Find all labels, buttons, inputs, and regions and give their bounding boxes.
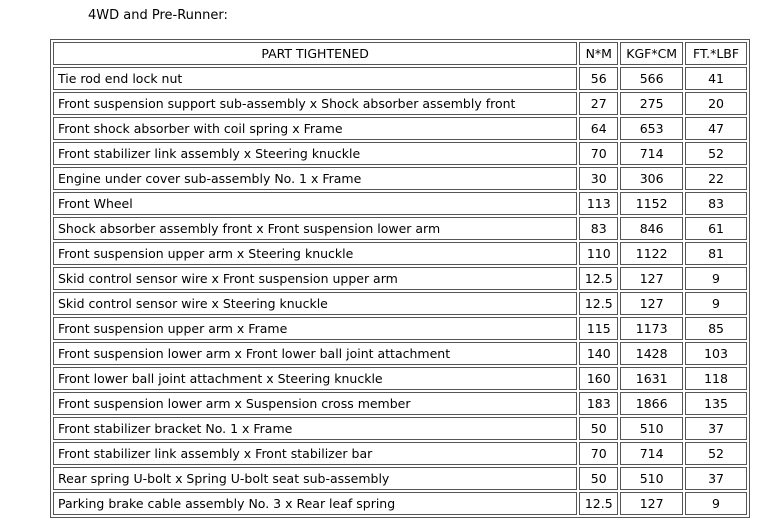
table-row — [53, 292, 747, 315]
kgfcm-cell: 653 — [620, 117, 683, 140]
ftlbf-cell: 85 — [685, 317, 747, 340]
part-cell: Shock absorber assembly front x Front suspension lower arm — [53, 217, 577, 240]
table-row — [53, 367, 747, 390]
ftlbf-cell: 52 — [685, 142, 747, 165]
ftlbf-cell: 22 — [685, 167, 747, 190]
table-row — [53, 417, 747, 440]
kgfcm-cell: 275 — [620, 92, 683, 115]
kgfcm-cell: 510 — [620, 417, 683, 440]
part-cell: Engine under cover sub-assembly No. 1 x Frame — [53, 167, 577, 190]
ftlbf-cell: 52 — [685, 442, 747, 465]
nm-cell: 183 — [579, 392, 618, 415]
nm-cell: 70 — [579, 142, 618, 165]
kgfcm-cell: 127 — [620, 492, 683, 515]
table-row — [53, 192, 747, 215]
nm-cell: 27 — [579, 92, 618, 115]
table-row — [53, 342, 747, 365]
kgfcm-cell: 1173 — [620, 317, 683, 340]
kgfcm-cell: 1428 — [620, 342, 683, 365]
nm-cell: 12.5 — [579, 492, 618, 515]
header-part-tightened: PART TIGHTENED — [53, 42, 577, 65]
nm-cell: 113 — [579, 192, 618, 215]
part-cell: Front stabilizer link assembly x Front stabilizer bar — [53, 442, 577, 465]
ftlbf-cell: 41 — [685, 67, 747, 90]
nm-cell: 110 — [579, 242, 618, 265]
ftlbf-cell: 37 — [685, 467, 747, 490]
part-cell: Front lower ball joint attachment x Steering knuckle — [53, 367, 577, 390]
ftlbf-cell: 118 — [685, 367, 747, 390]
table-row — [53, 492, 747, 515]
table-row — [53, 67, 747, 90]
ftlbf-cell: 9 — [685, 292, 747, 315]
part-cell: Rear spring U-bolt x Spring U-bolt seat sub-assembly — [53, 467, 577, 490]
ftlbf-cell: 103 — [685, 342, 747, 365]
part-cell: Front Wheel — [53, 192, 577, 215]
part-cell: Front suspension upper arm x Steering knuckle — [53, 242, 577, 265]
part-cell: Front stabilizer link assembly x Steering knuckle — [53, 142, 577, 165]
kgfcm-cell: 510 — [620, 467, 683, 490]
nm-cell: 160 — [579, 367, 618, 390]
ftlbf-cell: 47 — [685, 117, 747, 140]
kgfcm-cell: 1152 — [620, 192, 683, 215]
nm-cell: 50 — [579, 417, 618, 440]
nm-cell: 50 — [579, 467, 618, 490]
torque-spec-table — [50, 39, 750, 518]
table-row — [53, 142, 747, 165]
table-row — [53, 392, 747, 415]
nm-cell: 56 — [579, 67, 618, 90]
header-ftlbf: FT.*LBF — [685, 42, 747, 65]
nm-cell: 83 — [579, 217, 618, 240]
nm-cell: 12.5 — [579, 292, 618, 315]
table-row — [53, 217, 747, 240]
nm-cell: 64 — [579, 117, 618, 140]
table-row — [53, 117, 747, 140]
part-cell: Front suspension lower arm x Front lower ball joint attachment — [53, 342, 577, 365]
ftlbf-cell: 20 — [685, 92, 747, 115]
ftlbf-cell: 37 — [685, 417, 747, 440]
ftlbf-cell: 9 — [685, 267, 747, 290]
table-row — [53, 92, 747, 115]
table-row — [53, 242, 747, 265]
kgfcm-cell: 846 — [620, 217, 683, 240]
part-cell: Front suspension support sub-assembly x Shock absorber assembly front — [53, 92, 577, 115]
kgfcm-cell: 127 — [620, 292, 683, 315]
table-row — [53, 467, 747, 490]
part-cell: Front suspension lower arm x Suspension cross member — [53, 392, 577, 415]
part-cell: Front shock absorber with coil spring x Frame — [53, 117, 577, 140]
part-cell: Tie rod end lock nut — [53, 67, 577, 90]
nm-cell: 70 — [579, 442, 618, 465]
part-cell: Front stabilizer bracket No. 1 x Frame — [53, 417, 577, 440]
kgfcm-cell: 306 — [620, 167, 683, 190]
part-cell: Skid control sensor wire x Front suspension upper arm — [53, 267, 577, 290]
kgfcm-cell: 566 — [620, 67, 683, 90]
table-row — [53, 167, 747, 190]
part-cell: Parking brake cable assembly No. 3 x Rear leaf spring — [53, 492, 577, 515]
ftlbf-cell: 83 — [685, 192, 747, 215]
table-row — [53, 267, 747, 290]
nm-cell: 12.5 — [579, 267, 618, 290]
kgfcm-cell: 1631 — [620, 367, 683, 390]
table-header-row — [53, 42, 747, 65]
kgfcm-cell: 127 — [620, 267, 683, 290]
nm-cell: 115 — [579, 317, 618, 340]
section-heading: 4WD and Pre-Runner: — [88, 8, 228, 23]
table-row — [53, 442, 747, 465]
kgfcm-cell: 714 — [620, 442, 683, 465]
nm-cell: 140 — [579, 342, 618, 365]
table-row — [53, 317, 747, 340]
kgfcm-cell: 714 — [620, 142, 683, 165]
ftlbf-cell: 61 — [685, 217, 747, 240]
part-cell: Skid control sensor wire x Steering knuckle — [53, 292, 577, 315]
part-cell: Front suspension upper arm x Frame — [53, 317, 577, 340]
header-nm: N*M — [579, 42, 618, 65]
ftlbf-cell: 81 — [685, 242, 747, 265]
header-kgfcm: KGF*CM — [620, 42, 683, 65]
ftlbf-cell: 9 — [685, 492, 747, 515]
nm-cell: 30 — [579, 167, 618, 190]
kgfcm-cell: 1866 — [620, 392, 683, 415]
ftlbf-cell: 135 — [685, 392, 747, 415]
kgfcm-cell: 1122 — [620, 242, 683, 265]
